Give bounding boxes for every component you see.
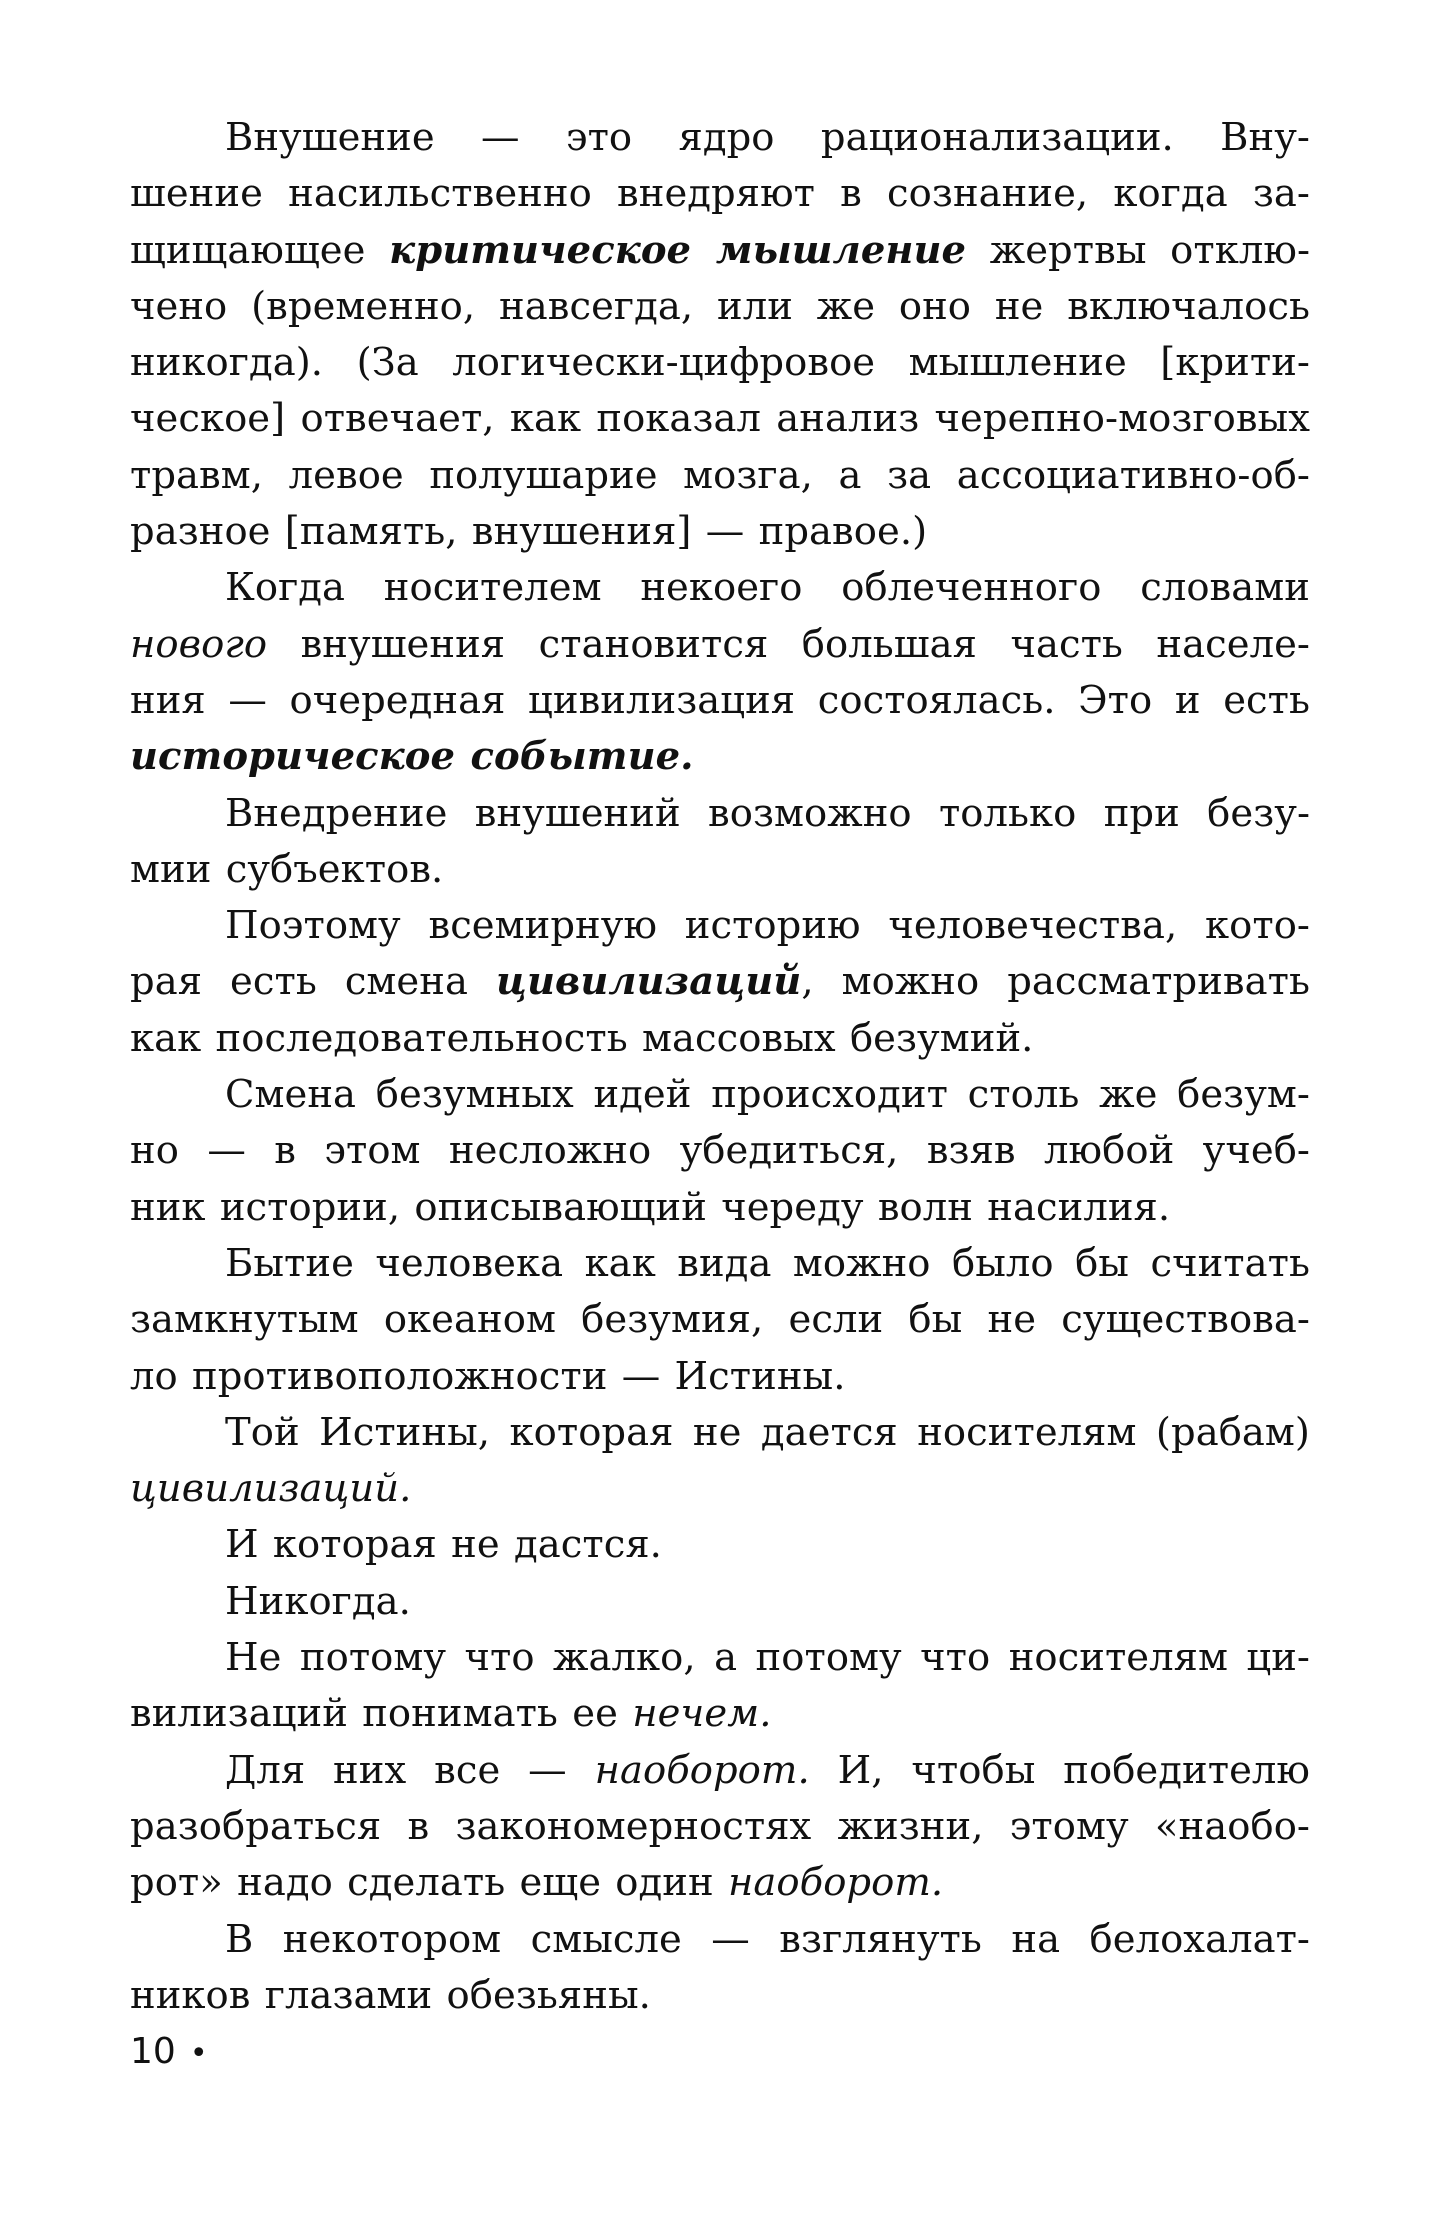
emphasis-italic: наоборот. — [594, 1747, 810, 1793]
paragraph-suggestion — [130, 110, 1310, 560]
text-line — [130, 1011, 1310, 1067]
emphasis-bold-italic: критическое мышление — [389, 227, 967, 273]
emphasis-bold-italic: историческое событие. — [130, 734, 694, 780]
text-line — [130, 1855, 1310, 1911]
text-run: Бытие человека как вида можно было бы считать — [225, 1240, 1310, 1286]
text-line — [130, 1517, 1310, 1573]
paragraph-truth — [130, 1405, 1310, 1518]
text-line — [130, 335, 1310, 391]
text-run: В некотором смысле — взглянуть на белохалат- — [225, 1916, 1310, 1962]
text-run: И которая не дастся. — [225, 1522, 662, 1568]
text-line — [130, 1743, 1310, 1799]
text-run: Не потому что жалко, а потому что носителям ци- — [225, 1635, 1310, 1681]
text-run: Внедрение внушений возможно только при безу- — [225, 790, 1310, 836]
paragraph-monkey-eyes — [130, 1912, 1310, 2025]
text-run: , можно рассматривать — [801, 959, 1310, 1005]
page-number: 10 — [130, 2031, 176, 2072]
text-run: никогда). (За логически-цифровое мышление [крити- — [130, 340, 1310, 386]
page-footer — [130, 2030, 208, 2076]
text-line — [130, 1574, 1310, 1630]
paragraph-will-not-be-given — [130, 1517, 1310, 1573]
text-line — [130, 279, 1310, 335]
paragraph-historical-event — [130, 560, 1310, 785]
text-run: замкнутым океаном безумия, если бы не существова- — [130, 1297, 1310, 1343]
paragraph-change-of-ideas — [130, 1067, 1310, 1236]
text-line — [130, 1349, 1310, 1405]
text-line — [130, 1630, 1310, 1686]
paragraph-madness — [130, 786, 1310, 899]
paragraph-not-because — [130, 1630, 1310, 1743]
text-line — [130, 1912, 1310, 1968]
text-run: разобраться в закономерностях жизни, этому «наобо- — [130, 1803, 1310, 1849]
bullet-mark: • — [189, 2036, 208, 2071]
text-run: Внушение — это ядро рационализации. Вну- — [225, 115, 1310, 160]
emphasis-italic: цивилизаций. — [130, 1466, 412, 1512]
text-line — [130, 898, 1310, 954]
paragraph-inverse — [130, 1743, 1310, 1912]
text-line — [130, 1180, 1310, 1236]
text-run: щищающее — [130, 227, 390, 273]
text-line — [130, 842, 1310, 898]
text-run: мии субъектов. — [130, 846, 444, 892]
text-run: жертвы отклю- — [966, 227, 1310, 273]
text-line — [130, 1236, 1310, 1292]
text-line — [130, 1968, 1310, 2024]
text-line — [130, 786, 1310, 842]
text-line — [130, 391, 1310, 447]
text-run: внушения становится большая часть населе- — [267, 621, 1310, 667]
text-line — [130, 954, 1310, 1010]
text-run: шение насильственно внедряют в сознание, когда за- — [130, 171, 1310, 217]
text-run: Никогда. — [225, 1578, 411, 1624]
emphasis-italic: нечем. — [632, 1691, 772, 1737]
emphasis-bold-italic: цивилизаций — [495, 959, 802, 1005]
text-line — [130, 1292, 1310, 1348]
text-run: Для них все — — [225, 1747, 595, 1793]
text-run: Смена безумных идей происходит столь же безум- — [225, 1072, 1310, 1118]
text-run: ческое] отвечает, как показал анализ черепно-мозговых — [130, 396, 1310, 442]
text-run: ников глазами обезьяны. — [130, 1972, 651, 2018]
text-run: как последовательность массовых безумий. — [130, 1015, 1034, 1061]
text-line — [130, 1461, 1310, 1517]
text-line — [130, 166, 1310, 222]
text-run: Той Истины, которая не дается носителям (рабам) — [225, 1409, 1310, 1455]
text-line — [130, 223, 1310, 279]
emphasis-italic: наоборот. — [728, 1860, 944, 1906]
text-run: ник истории, описывающий череду волн насилия. — [130, 1184, 1171, 1230]
text-run: травм, левое полушарие мозга, а за ассоциативно-об- — [130, 452, 1310, 498]
page-body — [130, 110, 1310, 2024]
text-line — [130, 1686, 1310, 1742]
text-line — [130, 1799, 1310, 1855]
text-run: разное [память, внушения] — правое.) — [130, 509, 928, 555]
text-line — [130, 448, 1310, 504]
text-line — [130, 617, 1310, 673]
text-line — [130, 110, 1310, 166]
text-run: ния — очередная цивилизация состоялась. Это и есть — [130, 677, 1310, 723]
text-run: Поэтому всемирную историю человечества, кото- — [225, 903, 1310, 949]
text-run: рая есть смена — [130, 959, 496, 1005]
text-line — [130, 1405, 1310, 1461]
text-line — [130, 673, 1310, 729]
text-run: чено (временно, навсегда, или же оно не включалось — [130, 283, 1310, 329]
text-line — [130, 560, 1310, 616]
paragraph-ocean — [130, 1236, 1310, 1405]
text-line — [130, 1123, 1310, 1179]
paragraph-never — [130, 1574, 1310, 1630]
text-line — [130, 729, 1310, 785]
text-run: И, чтобы победителю — [809, 1747, 1310, 1793]
text-run: Когда носителем некоего облеченного словами — [225, 565, 1310, 611]
text-run: ло противоположности — Истины. — [130, 1353, 846, 1399]
text-run: вилизаций понимать ее — [130, 1691, 633, 1737]
paragraph-world-history — [130, 898, 1310, 1067]
text-line — [130, 1067, 1310, 1123]
text-run: рот» надо сделать еще один — [130, 1860, 729, 1906]
text-run: но — в этом несложно убедиться, взяв любой учеб- — [130, 1128, 1310, 1174]
emphasis-italic: нового — [130, 621, 268, 667]
text-line — [130, 504, 1310, 560]
